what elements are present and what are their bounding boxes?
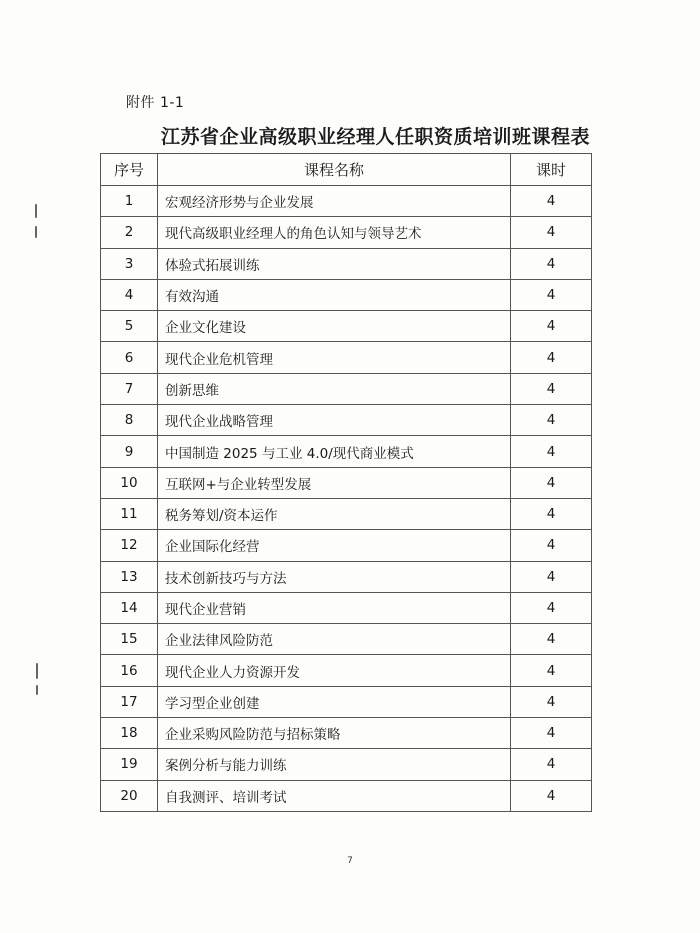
cell-course-name: 税务筹划/资本运作 — [158, 498, 511, 529]
cell-number: 19 — [101, 749, 158, 780]
cell-hours: 4 — [511, 655, 592, 686]
table-row — [101, 780, 592, 811]
scan-mark-bottom — [36, 663, 38, 679]
cell-hours: 4 — [511, 561, 592, 592]
cell-number: 8 — [101, 405, 158, 436]
cell-hours: 4 — [511, 248, 592, 279]
cell-number: 7 — [101, 373, 158, 404]
cell-number: 20 — [101, 780, 158, 811]
cell-number: 16 — [101, 655, 158, 686]
table-row — [101, 561, 592, 592]
table-row — [101, 405, 592, 436]
course-table — [100, 153, 592, 812]
cell-hours: 4 — [511, 405, 592, 436]
cell-number: 12 — [101, 530, 158, 561]
cell-number: 2 — [101, 217, 158, 248]
cell-number: 1 — [101, 186, 158, 217]
table-row — [101, 373, 592, 404]
cell-hours: 4 — [511, 373, 592, 404]
cell-number: 14 — [101, 592, 158, 623]
scan-mark-top — [35, 204, 37, 218]
cell-number: 5 — [101, 311, 158, 342]
page-number: 7 — [347, 856, 353, 866]
cell-number: 13 — [101, 561, 158, 592]
cell-course-name: 中国制造 2025 与工业 4.0/现代商业模式 — [158, 436, 511, 467]
cell-course-name: 现代企业危机管理 — [158, 342, 511, 373]
cell-course-name: 有效沟通 — [158, 279, 511, 310]
table-row — [101, 718, 592, 749]
cell-number: 11 — [101, 498, 158, 529]
table-row — [101, 342, 592, 373]
table-row — [101, 498, 592, 529]
cell-hours: 4 — [511, 217, 592, 248]
cell-hours: 4 — [511, 279, 592, 310]
course-rows — [101, 186, 592, 812]
cell-course-name: 现代企业战略管理 — [158, 405, 511, 436]
cell-hours: 4 — [511, 530, 592, 561]
table-row — [101, 436, 592, 467]
cell-course-name: 现代高级职业经理人的角色认知与领导艺术 — [158, 217, 511, 248]
cell-hours: 4 — [511, 342, 592, 373]
cell-course-name: 企业文化建设 — [158, 311, 511, 342]
cell-hours: 4 — [511, 467, 592, 498]
cell-hours: 4 — [511, 186, 592, 217]
cell-hours: 4 — [511, 436, 592, 467]
document-title: 江苏省企业高级职业经理人任职资质培训班课程表 — [160, 126, 590, 148]
cell-hours: 4 — [511, 686, 592, 717]
header-course-name: 课程名称 — [158, 154, 511, 186]
cell-course-name: 创新思维 — [158, 373, 511, 404]
cell-number: 10 — [101, 467, 158, 498]
cell-course-name: 企业国际化经营 — [158, 530, 511, 561]
cell-hours: 4 — [511, 311, 592, 342]
cell-number: 6 — [101, 342, 158, 373]
cell-course-name: 企业采购风险防范与招标策略 — [158, 718, 511, 749]
header-hours: 课时 — [511, 154, 592, 186]
cell-course-name: 互联网+与企业转型发展 — [158, 467, 511, 498]
cell-number: 15 — [101, 624, 158, 655]
scan-mark-bottom-lower — [36, 685, 38, 695]
cell-hours: 4 — [511, 498, 592, 529]
cell-course-name: 现代企业营销 — [158, 592, 511, 623]
table-row — [101, 530, 592, 561]
cell-course-name: 技术创新技巧与方法 — [158, 561, 511, 592]
table-header-row — [101, 154, 592, 186]
cell-course-name: 学习型企业创建 — [158, 686, 511, 717]
cell-course-name: 现代企业人力资源开发 — [158, 655, 511, 686]
table-row — [101, 217, 592, 248]
cell-number: 18 — [101, 718, 158, 749]
header-number: 序号 — [101, 154, 158, 186]
cell-number: 9 — [101, 436, 158, 467]
cell-course-name: 体验式拓展训练 — [158, 248, 511, 279]
cell-number: 3 — [101, 248, 158, 279]
cell-course-name: 宏观经济形势与企业发展 — [158, 186, 511, 217]
cell-hours: 4 — [511, 592, 592, 623]
cell-course-name: 自我测评、培训考试 — [158, 780, 511, 811]
table-row — [101, 467, 592, 498]
table-row — [101, 686, 592, 717]
cell-number: 4 — [101, 279, 158, 310]
table-row — [101, 592, 592, 623]
table-row — [101, 624, 592, 655]
table-row — [101, 279, 592, 310]
cell-number: 17 — [101, 686, 158, 717]
cell-hours: 4 — [511, 749, 592, 780]
table-row — [101, 749, 592, 780]
cell-hours: 4 — [511, 718, 592, 749]
scan-mark-top-lower — [35, 226, 37, 238]
cell-course-name: 企业法律风险防范 — [158, 624, 511, 655]
table-row — [101, 311, 592, 342]
attachment-label: 附件 1-1 — [126, 95, 185, 111]
cell-course-name: 案例分析与能力训练 — [158, 749, 511, 780]
cell-hours: 4 — [511, 780, 592, 811]
table-row — [101, 655, 592, 686]
table-row — [101, 186, 592, 217]
table-row — [101, 248, 592, 279]
cell-hours: 4 — [511, 624, 592, 655]
